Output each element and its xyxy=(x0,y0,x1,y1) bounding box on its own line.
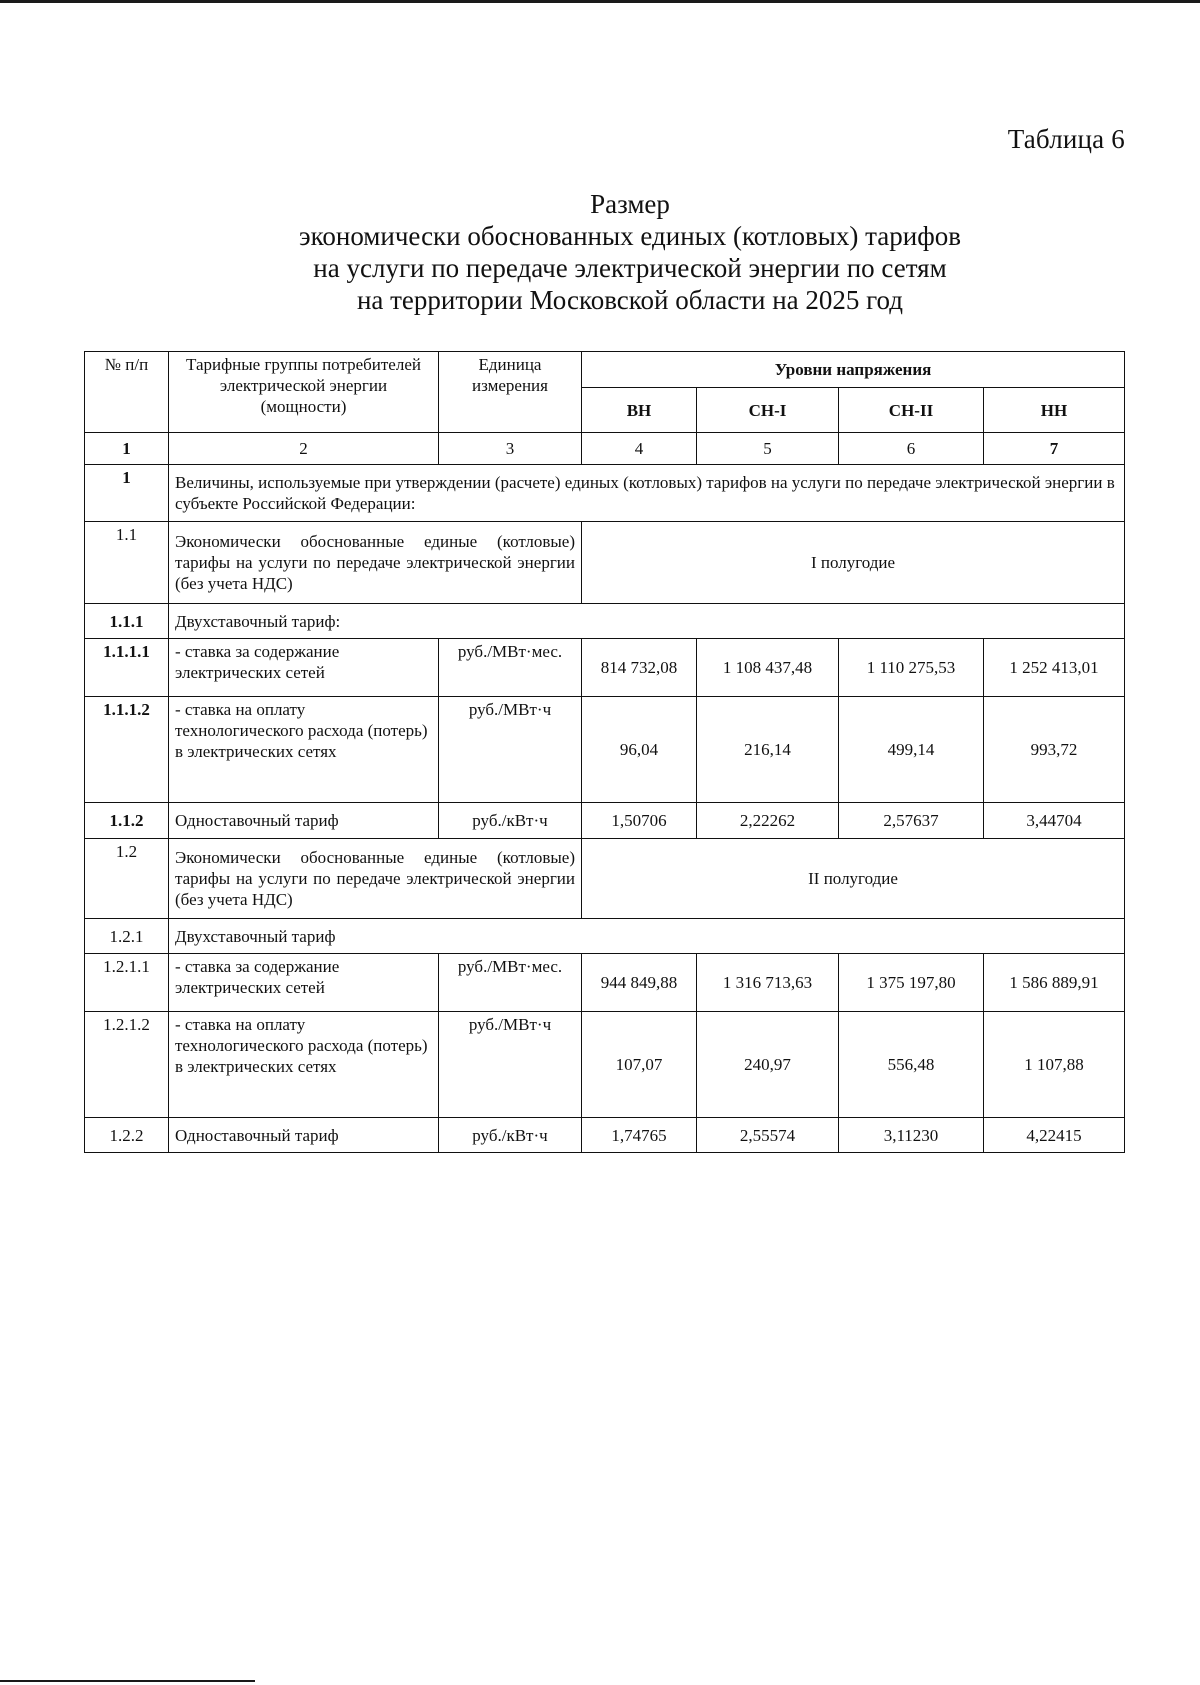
row-number: 1.2.1.2 xyxy=(85,1012,169,1118)
header-level-nn: НН xyxy=(984,388,1125,433)
column-number: 3 xyxy=(439,433,582,465)
column-number: 1 xyxy=(85,433,169,465)
value-nn: 4,22415 xyxy=(984,1118,1125,1153)
scan-edge-bottom xyxy=(0,1680,255,1682)
row-label: - ставка на оплату технологического расхода (потерь) в электрических сетях xyxy=(169,1012,439,1118)
value-nn: 993,72 xyxy=(984,697,1125,803)
row-unit: руб./МВт·ч xyxy=(439,1012,582,1118)
value-sn2: 1 110 275,53 xyxy=(839,639,984,697)
table-row xyxy=(85,803,1125,839)
row-label: Одноставочный тариф xyxy=(169,1118,439,1153)
heading-line: на услуги по передаче электрической энергии по сетям xyxy=(313,253,947,283)
period-label: II полугодие xyxy=(582,839,1125,919)
column-number: 6 xyxy=(839,433,984,465)
header-level-sn2: СН-II xyxy=(839,388,984,433)
column-number: 2 xyxy=(169,433,439,465)
row-unit: руб./МВт·ч xyxy=(439,697,582,803)
value-sn2: 556,48 xyxy=(839,1012,984,1118)
column-number: 5 xyxy=(697,433,839,465)
value-nn: 1 252 413,01 xyxy=(984,639,1125,697)
value-sn2: 1 375 197,80 xyxy=(839,954,984,1012)
header-num: № п/п xyxy=(85,352,169,433)
header-row xyxy=(85,352,1125,388)
value-nn: 1 586 889,91 xyxy=(984,954,1125,1012)
row-label: Экономически обоснованные единые (котловые) тарифы на услуги по передаче электрической энергии (без учета НДС) xyxy=(169,522,582,604)
column-numbers-row xyxy=(85,433,1125,465)
value-sn1: 240,97 xyxy=(697,1012,839,1118)
table-row xyxy=(85,639,1125,697)
section-description: Величины, используемые при утверждении (расчете) единых (котловых) тарифов на услуги по передаче электрической энергии в субъекте Российской Федерации: xyxy=(169,465,1125,522)
period-label: I полугодие xyxy=(582,522,1125,604)
row-unit: руб./МВт·мес. xyxy=(439,639,582,697)
column-number: 7 xyxy=(984,433,1125,465)
row-number: 1.1.1.1 xyxy=(85,639,169,697)
header-tariff-groups: Тарифные группы потребителей электрической энергии (мощности) xyxy=(169,352,439,433)
header-level-vn: ВН xyxy=(582,388,697,433)
column-number: 4 xyxy=(582,433,697,465)
table-number-label: Таблица 6 xyxy=(1007,124,1125,154)
header-level-sn1: СН-I xyxy=(697,388,839,433)
row-number: 1.1.1.2 xyxy=(85,697,169,803)
section-row xyxy=(85,465,1125,522)
heading-line: экономически обоснованных единых (котловых) тарифов xyxy=(299,221,961,251)
row-number: 1.2.1.1 xyxy=(85,954,169,1012)
row-number: 1.2.1 xyxy=(85,919,169,954)
header-voltage-levels: Уровни напряжения xyxy=(582,352,1125,388)
heading-line: Размер xyxy=(590,189,670,219)
table-row xyxy=(85,1118,1125,1153)
row-number: 1.1 xyxy=(85,522,169,604)
row-unit: руб./МВт·мес. xyxy=(439,954,582,1012)
row-label: Двухставочный тариф xyxy=(169,919,1125,954)
half-year-row xyxy=(85,839,1125,919)
half-year-row xyxy=(85,522,1125,604)
row-label: Одноставочный тариф xyxy=(169,803,439,839)
row-label: - ставка за содержание электрических сетей xyxy=(169,639,439,697)
value-sn2: 3,11230 xyxy=(839,1118,984,1153)
value-sn1: 216,14 xyxy=(697,697,839,803)
row-number: 1.2.2 xyxy=(85,1118,169,1153)
value-vn: 96,04 xyxy=(582,697,697,803)
tariff-table xyxy=(84,351,1125,1153)
value-vn: 1,74765 xyxy=(582,1118,697,1153)
value-sn1: 2,22262 xyxy=(697,803,839,839)
row-label: - ставка на оплату технологического расхода (потерь) в электрических сетях xyxy=(169,697,439,803)
value-sn2: 499,14 xyxy=(839,697,984,803)
value-sn1: 2,55574 xyxy=(697,1118,839,1153)
table-row xyxy=(85,1012,1125,1118)
row-unit: руб./кВт·ч xyxy=(439,803,582,839)
document-heading xyxy=(230,188,1030,316)
row-number: 1.1.1 xyxy=(85,604,169,639)
value-sn1: 1 108 437,48 xyxy=(697,639,839,697)
row-label: - ставка за содержание электрических сетей xyxy=(169,954,439,1012)
row-label: Экономически обоснованные единые (котловые) тарифы на услуги по передаче электрической энергии (без учета НДС) xyxy=(169,839,582,919)
two-rate-row xyxy=(85,604,1125,639)
value-sn1: 1 316 713,63 xyxy=(697,954,839,1012)
two-rate-row xyxy=(85,919,1125,954)
table-row xyxy=(85,954,1125,1012)
heading-line: на территории Московской области на 2025 год xyxy=(356,285,904,315)
row-number: 1 xyxy=(85,465,169,522)
scan-edge-top xyxy=(0,0,1200,3)
header-unit: Единица измерения xyxy=(439,352,582,433)
table-row xyxy=(85,697,1125,803)
row-number: 1.1.2 xyxy=(85,803,169,839)
value-nn: 3,44704 xyxy=(984,803,1125,839)
value-vn: 944 849,88 xyxy=(582,954,697,1012)
value-vn: 1,50706 xyxy=(582,803,697,839)
value-vn: 107,07 xyxy=(582,1012,697,1118)
row-label: Двухставочный тариф: xyxy=(169,604,1125,639)
value-vn: 814 732,08 xyxy=(582,639,697,697)
row-number: 1.2 xyxy=(85,839,169,919)
value-nn: 1 107,88 xyxy=(984,1012,1125,1118)
row-unit: руб./кВт·ч xyxy=(439,1118,582,1153)
value-sn2: 2,57637 xyxy=(839,803,984,839)
